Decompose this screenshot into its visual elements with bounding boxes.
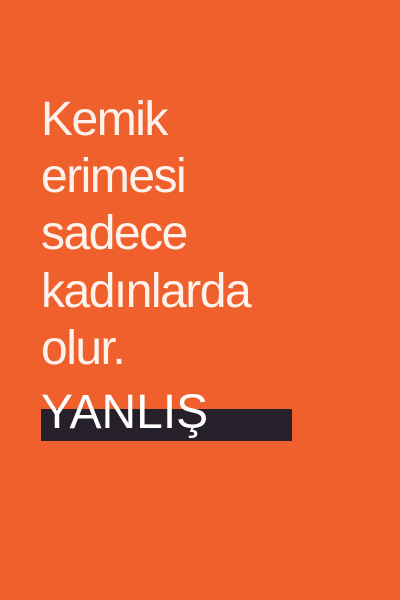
- verdict-label: YANLIŞ: [41, 386, 209, 439]
- statement-line-4: kadınlarda: [41, 265, 251, 318]
- statement-line-3: sadece: [41, 207, 187, 260]
- statement-line-2: erimesi: [41, 150, 186, 203]
- statement-line-1: Kemik: [41, 93, 167, 146]
- statement-line-5: olur.: [41, 322, 125, 375]
